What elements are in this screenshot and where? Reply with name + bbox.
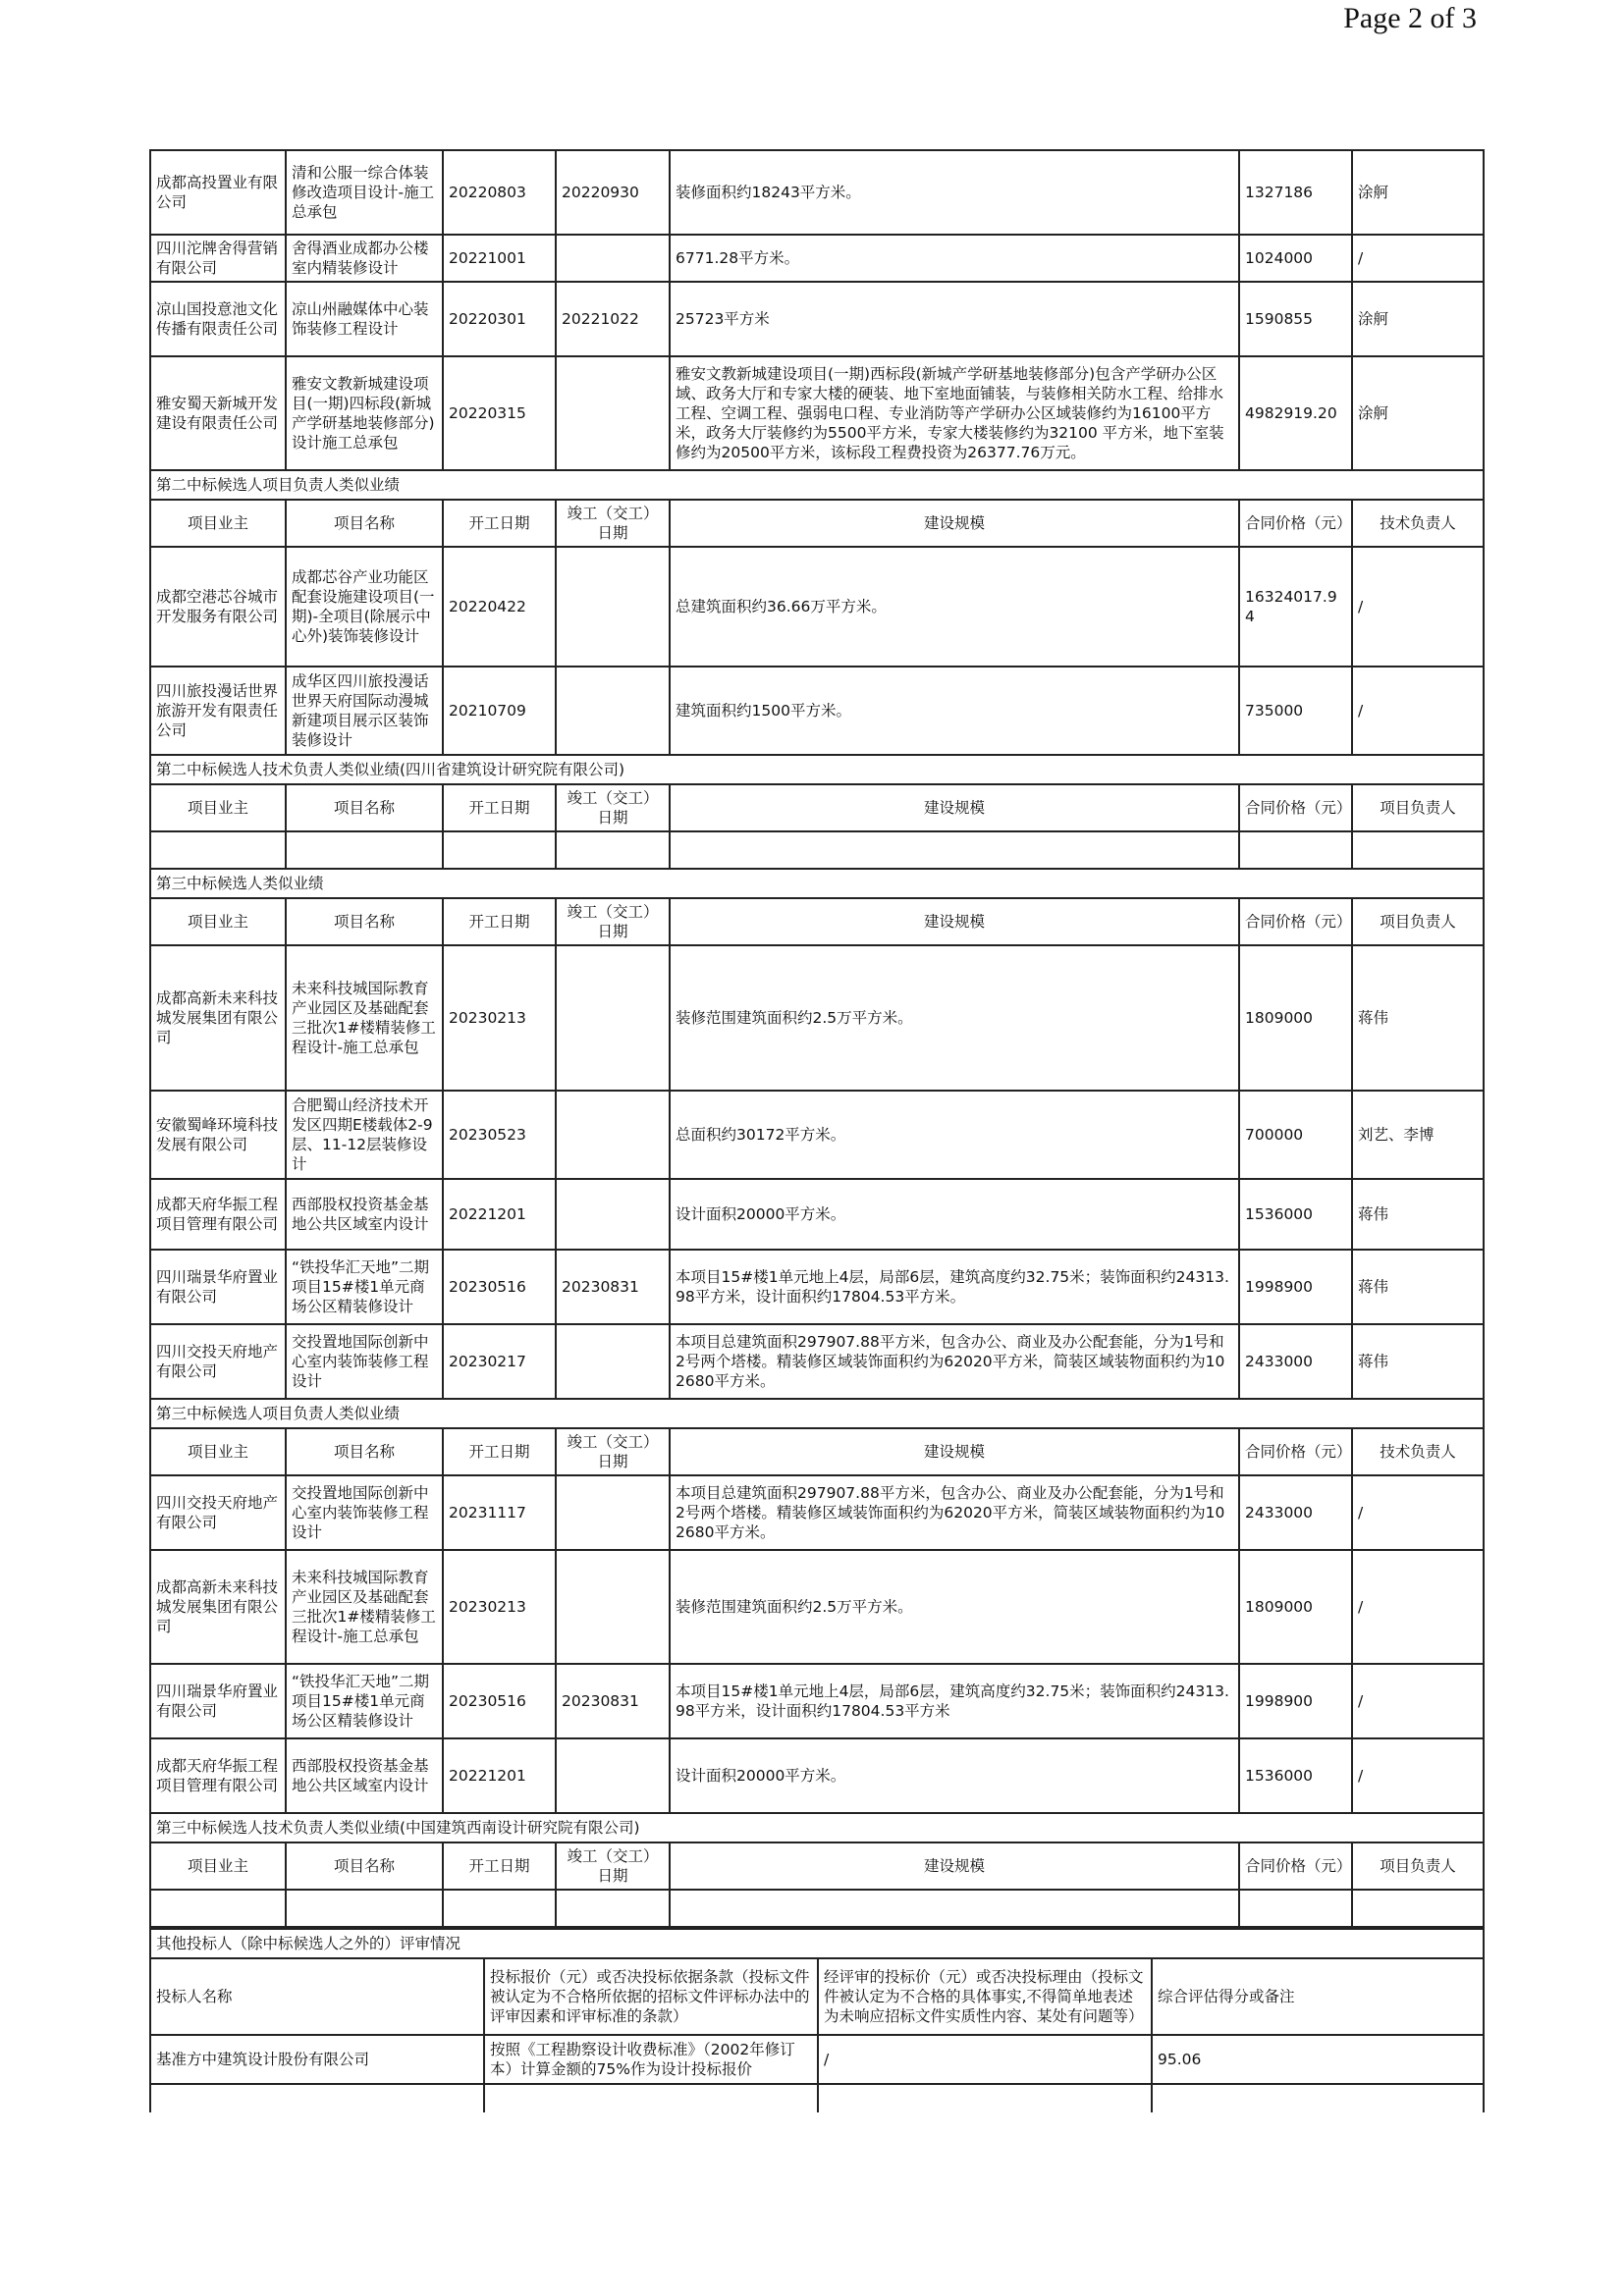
section-title: 第三中标候选人项目负责人类似业绩	[150, 1399, 1484, 1428]
responsible-person: /	[1352, 547, 1484, 667]
project-name: 交投置地国际创新中心室内装饰装修工程设计	[286, 1324, 443, 1399]
project-owner: 成都高投置业有限公司	[150, 150, 286, 235]
header-start: 开工日期	[443, 1428, 556, 1475]
continuation-cell	[818, 2084, 1152, 2112]
table-row	[150, 1091, 1484, 1179]
header-start: 开工日期	[443, 898, 556, 945]
responsible-person: 蒋伟	[1352, 1324, 1484, 1399]
construction-scale: 建筑面积约1500平方米。	[670, 667, 1239, 755]
table-row	[150, 1550, 1484, 1664]
finish-date	[556, 1738, 670, 1813]
table-row	[150, 1179, 1484, 1250]
responsible-person: /	[1352, 235, 1484, 282]
project-name: 西部股权投资基金基地公共区域室内设计	[286, 1179, 443, 1250]
finish-date	[556, 1324, 670, 1399]
empty-cell	[556, 1890, 670, 1927]
table-header-row	[150, 1428, 1484, 1475]
responsible-person: /	[1352, 1664, 1484, 1738]
finish-date	[556, 1475, 670, 1550]
section-title-row	[150, 869, 1484, 898]
contract-price: 1590855	[1239, 282, 1352, 356]
header-bidder: 投标人名称	[150, 1958, 484, 2035]
header-scale: 建设规模	[670, 898, 1239, 945]
continuation-cell	[484, 2084, 818, 2112]
section-title-row	[150, 1399, 1484, 1428]
construction-scale: 总面积约30172平方米。	[670, 1091, 1239, 1179]
project-name: 清和公服一综合体装修改造项目设计-施工总承包	[286, 150, 443, 235]
header-name: 项目名称	[286, 784, 443, 831]
table-row	[150, 1250, 1484, 1324]
table-row	[150, 150, 1484, 235]
empty-row	[150, 1890, 1484, 1927]
results-document	[149, 149, 1483, 2112]
empty-cell	[1352, 1890, 1484, 1927]
bidder-reason: /	[818, 2035, 1152, 2084]
contract-price: 1809000	[1239, 945, 1352, 1091]
finish-date	[556, 547, 670, 667]
empty-cell	[670, 1890, 1239, 1927]
start-date: 20230213	[443, 945, 556, 1091]
project-owner: 四川交投天府地产有限公司	[150, 1324, 286, 1399]
construction-scale: 设计面积20000平方米。	[670, 1179, 1239, 1250]
project-name: 西部股权投资基金基地公共区域室内设计	[286, 1738, 443, 1813]
project-owner: 成都天府华振工程项目管理有限公司	[150, 1179, 286, 1250]
header-scale: 建设规模	[670, 1428, 1239, 1475]
other-bidders-table	[149, 1928, 1485, 2112]
project-owner: 四川瑞景华府置业有限公司	[150, 1250, 286, 1324]
contract-price: 16324017.94	[1239, 547, 1352, 667]
start-date: 20221201	[443, 1179, 556, 1250]
header-scale: 建设规模	[670, 1842, 1239, 1890]
header-start: 开工日期	[443, 784, 556, 831]
table-row	[150, 356, 1484, 470]
project-name: 交投置地国际创新中心室内装饰装修工程设计	[286, 1475, 443, 1550]
empty-row	[150, 831, 1484, 869]
contract-price: 4982919.20	[1239, 356, 1352, 470]
finish-date: 20230831	[556, 1250, 670, 1324]
responsible-person: 蒋伟	[1352, 945, 1484, 1091]
empty-cell	[1239, 1890, 1352, 1927]
header-price: 合同价格（元）	[1239, 898, 1352, 945]
table-row	[150, 1475, 1484, 1550]
contract-price: 2433000	[1239, 1475, 1352, 1550]
finish-date	[556, 1091, 670, 1179]
start-date: 20230523	[443, 1091, 556, 1179]
contract-price: 1998900	[1239, 1664, 1352, 1738]
construction-scale: 6771.28平方米。	[670, 235, 1239, 282]
finish-date	[556, 356, 670, 470]
responsible-person: 涂舸	[1352, 150, 1484, 235]
responsible-person: 刘艺、李博	[1352, 1091, 1484, 1179]
bidder-score: 95.06	[1152, 2035, 1484, 2084]
header-start: 开工日期	[443, 500, 556, 547]
header-finish: 竣工（交工）日期	[556, 784, 670, 831]
empty-cell	[150, 831, 286, 869]
header-owner: 项目业主	[150, 500, 286, 547]
header-last-col: 技术负责人	[1352, 500, 1484, 547]
finish-date: 20220930	[556, 150, 670, 235]
project-owner: 四川沱牌舍得营销有限公司	[150, 235, 286, 282]
project-name: 未来科技城国际教育产业园区及基础配套三批次1#楼精装修工程设计-施工总承包	[286, 945, 443, 1091]
contract-price: 1327186	[1239, 150, 1352, 235]
empty-cell	[443, 831, 556, 869]
section-title-row	[150, 755, 1484, 784]
table-row	[150, 945, 1484, 1091]
project-owner: 安徽蜀峰环境科技发展有限公司	[150, 1091, 286, 1179]
table-header-row	[150, 784, 1484, 831]
header-price: 合同价格（元）	[1239, 1428, 1352, 1475]
start-date: 20230516	[443, 1250, 556, 1324]
table-header-row	[150, 898, 1484, 945]
contract-price: 700000	[1239, 1091, 1352, 1179]
responsible-person: 蒋伟	[1352, 1250, 1484, 1324]
header-name: 项目名称	[286, 500, 443, 547]
project-name: 未来科技城国际教育产业园区及基础配套三批次1#楼精装修工程设计-施工总承包	[286, 1550, 443, 1664]
empty-cell	[1352, 831, 1484, 869]
empty-cell	[443, 1890, 556, 1927]
responsible-person: 蒋伟	[1352, 1179, 1484, 1250]
header-scale: 建设规模	[670, 784, 1239, 831]
start-date: 20220803	[443, 150, 556, 235]
project-name: 成华区四川旅投漫话世界天府国际动漫城新建项目展示区装饰装修设计	[286, 667, 443, 755]
construction-scale: 25723平方米	[670, 282, 1239, 356]
section-title: 第二中标候选人项目负责人类似业绩	[150, 470, 1484, 500]
responsible-person: 涂舸	[1352, 282, 1484, 356]
construction-scale: 总建筑面积约36.66万平方米。	[670, 547, 1239, 667]
contract-price: 1536000	[1239, 1179, 1352, 1250]
construction-scale: 装修范围建筑面积约2.5万平方米。	[670, 945, 1239, 1091]
empty-cell	[556, 831, 670, 869]
header-start: 开工日期	[443, 1842, 556, 1890]
section-title-row	[150, 1813, 1484, 1842]
construction-scale: 雅安文教新城建设项目(一期)西标段(新城产学研基地装修部分)包含产学研办公区域、政务大厅和专家大楼的硬装、地下室地面铺装，与装修相关防水工程、给排水工程、空调工程、强弱电口程、专业消防等产学研办公区域装修约为16100平方米，政务大厅装修约为5500平方米，专家大楼装修约为32100 平方米，地下室装修约为20500平方米，该标段工程费投资为26377.76万元。	[670, 356, 1239, 470]
header-owner: 项目业主	[150, 1428, 286, 1475]
contract-price: 2433000	[1239, 1324, 1352, 1399]
table-row	[150, 667, 1484, 755]
header-name: 项目名称	[286, 1428, 443, 1475]
table-row	[150, 1324, 1484, 1399]
construction-scale: 本项目总建筑面积297907.88平方米，包含办公、商业及办公配套能，分为1号和2号两个塔楼。精装修区域装饰面积约为62020平方米，简装区域装物面积约为102680平方米。	[670, 1475, 1239, 1550]
responsible-person: /	[1352, 1475, 1484, 1550]
project-name: “铁投华汇天地”二期项目15#楼1单元商场公区精装修设计	[286, 1250, 443, 1324]
header-finish: 竣工（交工）日期	[556, 898, 670, 945]
empty-cell	[150, 1890, 286, 1927]
start-date: 20230516	[443, 1664, 556, 1738]
header-owner: 项目业主	[150, 784, 286, 831]
project-name: 凉山州融媒体中心装饰装修工程设计	[286, 282, 443, 356]
header-owner: 项目业主	[150, 1842, 286, 1890]
header-scale: 建设规模	[670, 500, 1239, 547]
construction-scale: 装修面积约18243平方米。	[670, 150, 1239, 235]
section-title: 第二中标候选人技术负责人类似业绩(四川省建筑设计研究院有限公司)	[150, 755, 1484, 784]
bidder-name: 基准方中建筑设计股份有限公司	[150, 2035, 484, 2084]
project-owner: 成都高新未来科技城发展集团有限公司	[150, 1550, 286, 1664]
section-title-row	[150, 470, 1484, 500]
header-score: 综合评估得分或备注	[1152, 1958, 1484, 2035]
table-row	[150, 235, 1484, 282]
construction-scale: 装修范围建筑面积约2.5万平方米。	[670, 1550, 1239, 1664]
finish-date	[556, 235, 670, 282]
header-last-col: 技术负责人	[1352, 1428, 1484, 1475]
header-price: 合同价格（元）	[1239, 1842, 1352, 1890]
section-title: 第三中标候选人技术负责人类似业绩(中国建筑西南设计研究院有限公司)	[150, 1813, 1484, 1842]
project-owner: 雅安蜀天新城开发建设有限责任公司	[150, 356, 286, 470]
start-date: 20220301	[443, 282, 556, 356]
finish-date: 20221022	[556, 282, 670, 356]
table-row	[150, 282, 1484, 356]
responsible-person: /	[1352, 667, 1484, 755]
responsible-person: 涂舸	[1352, 356, 1484, 470]
header-basis: 投标报价（元）或否决投标依据条款（投标文件被认定为不合格所依据的招标文件评标办法中的评审因素和评审标准的条款）	[484, 1958, 818, 2035]
header-name: 项目名称	[286, 1842, 443, 1890]
header-finish: 竣工（交工）日期	[556, 1842, 670, 1890]
finish-date	[556, 1179, 670, 1250]
continuation-cell	[1152, 2084, 1484, 2112]
start-date: 20230217	[443, 1324, 556, 1399]
finish-date	[556, 1550, 670, 1664]
responsible-person: /	[1352, 1738, 1484, 1813]
finish-date	[556, 667, 670, 755]
page-number: Page 2 of 3	[1343, 2, 1477, 34]
construction-scale: 本项目15#楼1单元地上4层，局部6层，建筑高度约32.75米；装饰面积约24313.98平方米，设计面积约17804.53平方米。	[670, 1250, 1239, 1324]
finish-date: 20230831	[556, 1664, 670, 1738]
section-title: 第三中标候选人类似业绩	[150, 869, 1484, 898]
project-name: 成都芯谷产业功能区配套设施建设项目(一期)-全项目(除展示中心外)装饰装修设计	[286, 547, 443, 667]
project-owner: 四川旅投漫话世界旅游开发有限责任公司	[150, 667, 286, 755]
continuation-cell	[150, 2084, 484, 2112]
start-date: 20220315	[443, 356, 556, 470]
header-name: 项目名称	[286, 898, 443, 945]
project-owner: 凉山国投意池文化传播有限责任公司	[150, 282, 286, 356]
empty-cell	[286, 1890, 443, 1927]
project-owner: 成都天府华振工程项目管理有限公司	[150, 1738, 286, 1813]
project-owner: 四川瑞景华府置业有限公司	[150, 1664, 286, 1738]
start-date: 20221001	[443, 235, 556, 282]
table-row	[150, 1738, 1484, 1813]
start-date: 20210709	[443, 667, 556, 755]
header-last-col: 项目负责人	[1352, 784, 1484, 831]
empty-cell	[1239, 831, 1352, 869]
start-date: 20230213	[443, 1550, 556, 1664]
project-name: 雅安文教新城建设项目(一期)四标段(新城产学研基地装修部分)设计施工总承包	[286, 356, 443, 470]
header-owner: 项目业主	[150, 898, 286, 945]
header-last-col: 项目负责人	[1352, 898, 1484, 945]
project-name: 合肥蜀山经济技术开发区四期E楼载体2-9层、11-12层装修设计	[286, 1091, 443, 1179]
project-name: 舍得酒业成都办公楼室内精装修设计	[286, 235, 443, 282]
performance-table	[149, 149, 1485, 1928]
finish-date	[556, 945, 670, 1091]
contract-price: 1024000	[1239, 235, 1352, 282]
header-reason: 经评审的投标价（元）或否决投标理由（投标文件被认定为不合格的具体事实,不得简单地表述为未响应招标文件实质性内容、某处有问题等）	[818, 1958, 1152, 2035]
project-owner: 成都高新未来科技城发展集团有限公司	[150, 945, 286, 1091]
contract-price: 1998900	[1239, 1250, 1352, 1324]
contract-price: 1536000	[1239, 1738, 1352, 1813]
table-row	[150, 547, 1484, 667]
construction-scale: 本项目15#楼1单元地上4层，局部6层，建筑高度约32.75米；装饰面积约24313.98平方米，设计面积约17804.53平方米	[670, 1664, 1239, 1738]
header-price: 合同价格（元）	[1239, 500, 1352, 547]
start-date: 20221201	[443, 1738, 556, 1813]
start-date: 20220422	[443, 547, 556, 667]
empty-cell	[670, 831, 1239, 869]
empty-cell	[286, 831, 443, 869]
project-owner: 四川交投天府地产有限公司	[150, 1475, 286, 1550]
construction-scale: 本项目总建筑面积297907.88平方米，包含办公、商业及办公配套能，分为1号和2号两个塔楼。精装修区域装饰面积约为62020平方米，简装区域装物面积约为102680平方米。	[670, 1324, 1239, 1399]
table-header-row	[150, 500, 1484, 547]
header-finish: 竣工（交工）日期	[556, 500, 670, 547]
table-header-row	[150, 1842, 1484, 1890]
project-name: “铁投华汇天地”二期项目15#楼1单元商场公区精装修设计	[286, 1664, 443, 1738]
header-price: 合同价格（元）	[1239, 784, 1352, 831]
table-row	[150, 1664, 1484, 1738]
header-last-col: 项目负责人	[1352, 1842, 1484, 1890]
header-finish: 竣工（交工）日期	[556, 1428, 670, 1475]
start-date: 20231117	[443, 1475, 556, 1550]
bidder-basis: 按照《工程勘察设计收费标准》（2002年修订本）计算金额的75%作为设计投标报价	[484, 2035, 818, 2084]
contract-price: 1809000	[1239, 1550, 1352, 1664]
construction-scale: 设计面积20000平方米。	[670, 1738, 1239, 1813]
responsible-person: /	[1352, 1550, 1484, 1664]
other-bidders-title: 其他投标人（除中标候选人之外的）评审情况	[150, 1929, 1484, 1958]
contract-price: 735000	[1239, 667, 1352, 755]
project-owner: 成都空港芯谷城市开发服务有限公司	[150, 547, 286, 667]
